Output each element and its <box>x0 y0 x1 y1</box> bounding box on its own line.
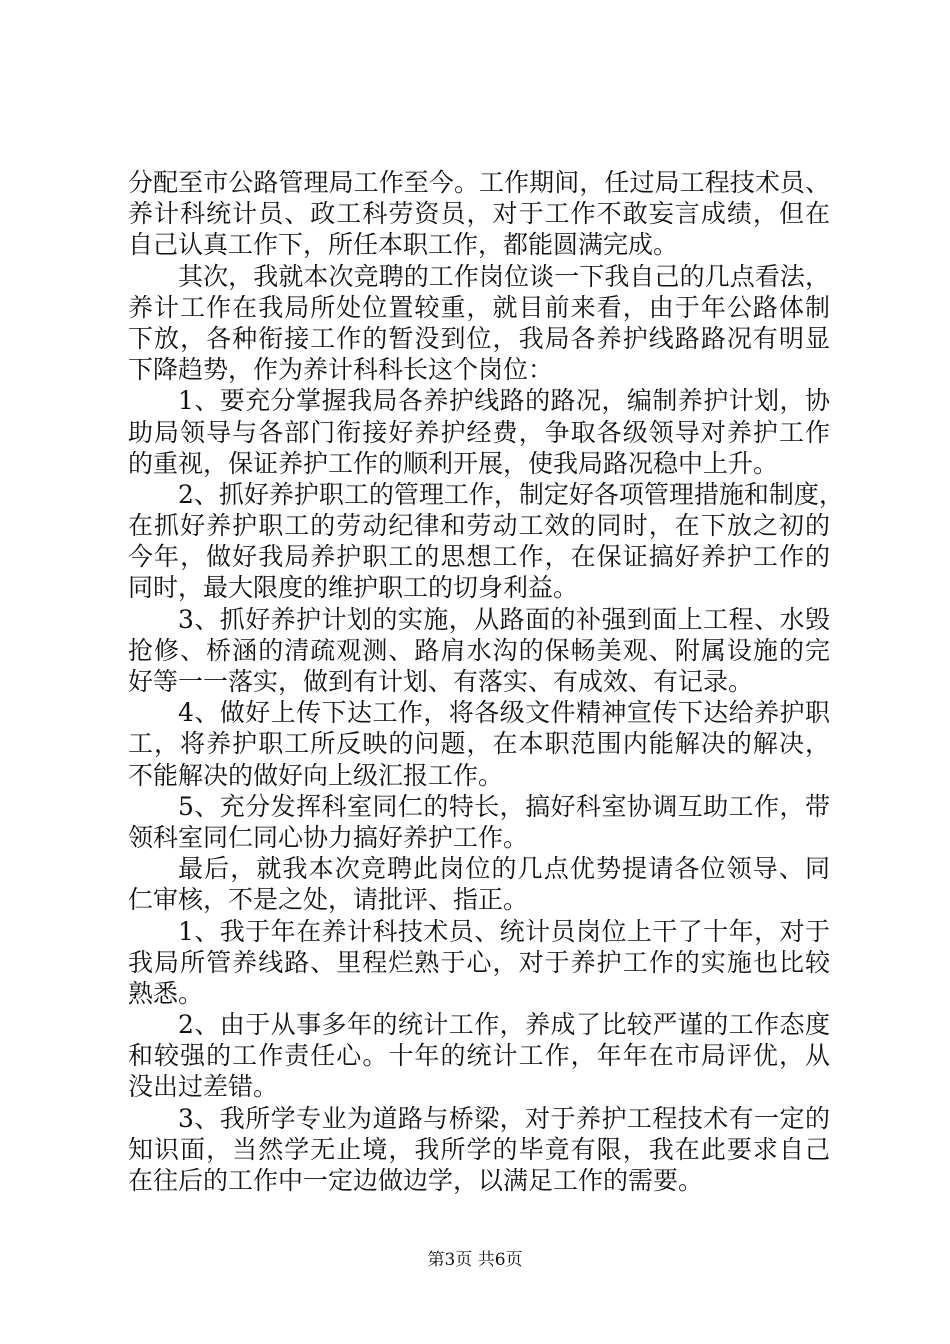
text-line: 和较强的工作责任心。十年的统计工作，年年在市局评优，从 <box>128 1041 830 1071</box>
text-line: 今年，做好我局养护职工的思想工作，在保证搞好养护工作的 <box>128 542 830 572</box>
text-line: 我局所管养线路、里程烂熟于心，对于养护工作的实施也比较 <box>128 947 830 977</box>
text-line: 不能解决的做好向上级汇报工作。 <box>128 760 504 790</box>
text-line: 养计科统计员、政工科劳资员，对于工作不敢妄言成绩，但在 <box>128 199 830 229</box>
text-line: 的重视，保证养护工作的顺利开展，使我局路况稳中上升。 <box>128 448 779 478</box>
text-line: 同时，最大限度的维护职工的切身利益。 <box>128 573 579 603</box>
text-line: 知识面，当然学无止境，我所学的毕竟有限，我在此要求自己 <box>128 1134 830 1164</box>
page-number-footer: 第3页 共6页 <box>427 1250 523 1270</box>
text-line: 1、要充分掌握我局各养护线路的路况，编制养护计划，协 <box>178 386 830 416</box>
text-line: 最后，就我本次竞聘此岗位的几点优势提请各位领导、同 <box>178 854 830 884</box>
text-line: 4、做好上传下达工作，将各级文件精神宣传下达给养护职 <box>178 698 830 728</box>
text-line: 下放，各种衔接工作的暂没到位，我局各养护线路路况有明显 <box>128 323 830 353</box>
text-line: 没出过差错。 <box>128 1072 279 1102</box>
text-line: 2、由于从事多年的统计工作，养成了比较严谨的工作态度 <box>178 1010 830 1040</box>
text-line: 3、抓好养护计划的实施，从路面的补强到面上工程、水毁 <box>178 604 830 634</box>
text-line: 仁审核，不是之处，请批评、指正。 <box>128 885 529 915</box>
text-line: 熟悉。 <box>128 978 204 1008</box>
text-line: 自己认真工作下，所任本职工作，都能圆满完成。 <box>128 230 679 260</box>
text-line: 2、抓好养护职工的管理工作，制定好各项管理措施和制度， <box>178 479 844 509</box>
text-line: 5、充分发挥科室同仁的特长，搞好科室协调互助工作，带 <box>178 791 830 821</box>
text-line: 在往后的工作中一定边做边学，以满足工作的需要。 <box>128 1166 704 1195</box>
text-line: 分配至市公路管理局工作至今。工作期间，任过局工程技术员、 <box>128 168 830 197</box>
text-line: 其次，我就本次竞聘的工作岗位谈一下我自己的几点看法， <box>178 261 830 291</box>
text-line: 养计工作在我局所处位置较重，就目前来看，由于年公路体制 <box>128 292 830 322</box>
text-line: 好等一一落实，做到有计划、有落实、有成效、有记录。 <box>128 667 754 696</box>
text-line: 领科室同仁同心协力搞好养护工作。 <box>128 822 529 852</box>
text-line: 抢修、桥涵的清疏观测、路肩水沟的保畅美观、附属设施的完 <box>128 635 830 665</box>
text-line: 工，将养护职工所反映的问题，在本职范围内能解决的解决， <box>128 729 830 759</box>
text-line: 下降趋势，作为养计科科长这个岗位： <box>128 355 554 385</box>
text-line: 在抓好养护职工的劳动纪律和劳动工效的同时，在下放之初的 <box>128 511 830 541</box>
text-line: 助局领导与各部门衔接好养护经费，争取各级领导对养护工作 <box>128 417 830 447</box>
text-line: 1、我于年在养计科技术员、统计员岗位上干了十年，对于 <box>178 916 830 946</box>
text-line: 3、我所学专业为道路与桥梁，对于养护工程技术有一定的 <box>178 1103 830 1133</box>
body-text <box>128 167 844 1196</box>
